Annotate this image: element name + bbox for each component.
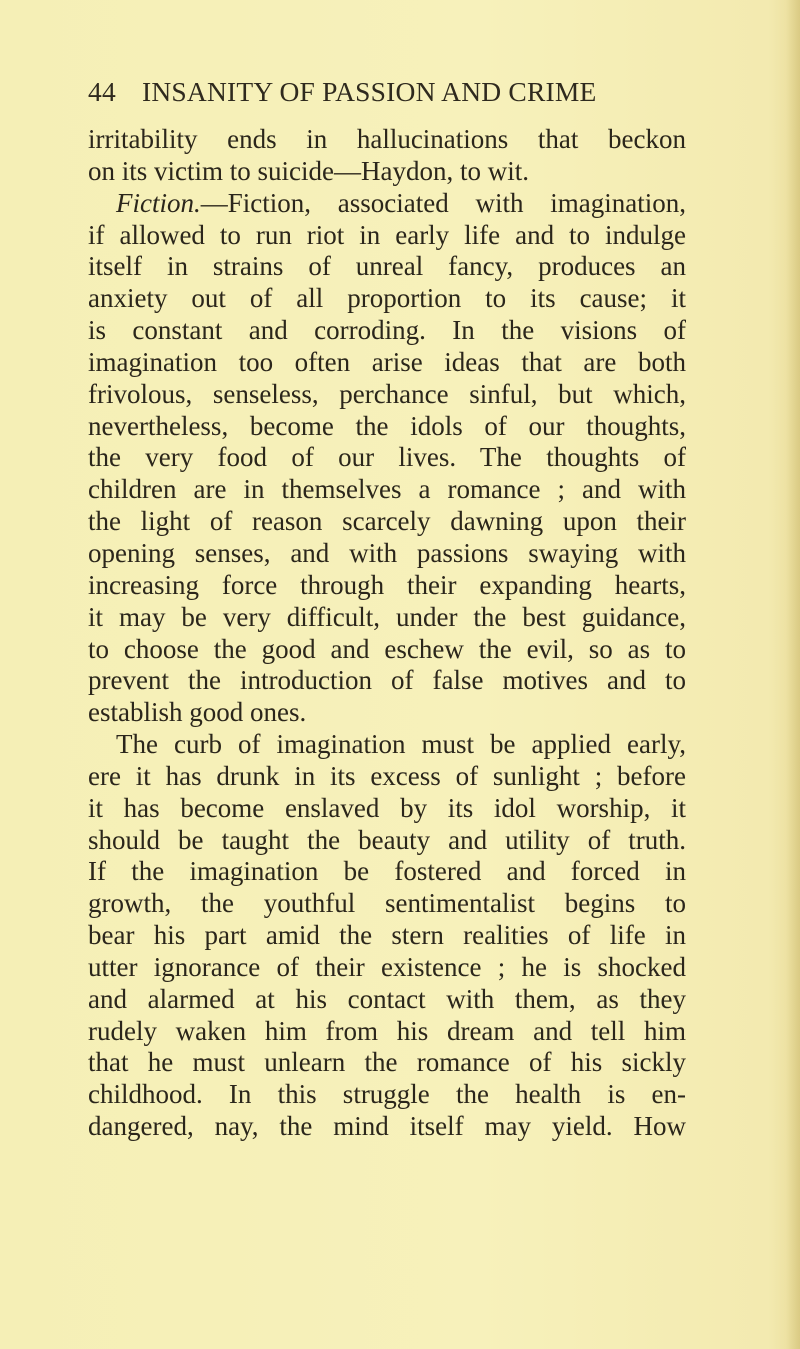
italic-heading: Fiction. bbox=[116, 187, 201, 218]
running-title: INSANITY OF PASSION AND CRIME bbox=[142, 76, 597, 107]
text-line: is constant and corroding. In the visions of bbox=[88, 315, 686, 346]
text-line: utter ignorance of their existence ; he is shocked bbox=[88, 951, 686, 982]
text-line: establish good ones. bbox=[88, 697, 307, 728]
text-line: increasing force through their expanding hearts, bbox=[88, 569, 686, 600]
text-line: rudely waken him from his dream and tell him bbox=[88, 1015, 686, 1046]
text-line: and alarmed at his contact with them, as they bbox=[88, 983, 686, 1014]
text-line: ere it has drunk in its excess of sunlight ; before bbox=[88, 760, 686, 791]
text-line: prevent the introduction of false motives and to bbox=[88, 665, 686, 696]
text-line: irritability ends in hallucinations that beckon bbox=[88, 124, 686, 154]
text-line: If the imagination be fostered and forced in bbox=[88, 856, 686, 887]
text-line: children are in themselves a romance ; and with bbox=[88, 474, 686, 505]
body-text bbox=[88, 124, 686, 1143]
text-line: anxiety out of all proportion to its cause; it bbox=[88, 283, 686, 314]
text-line: dangered, nay, the mind itself may yield. How bbox=[88, 1111, 686, 1142]
text-line: childhood. In this struggle the health is en- bbox=[88, 1079, 686, 1110]
text-line: should be taught the beauty and utility of truth. bbox=[88, 824, 686, 855]
text-line: that he must unlearn the romance of his sickly bbox=[88, 1047, 686, 1078]
text-line: growth, the youthful sentimentalist begins to bbox=[88, 888, 686, 919]
text-line: opening senses, and with passions swaying with bbox=[88, 537, 686, 568]
text-line: The curb of imagination must be applied early, bbox=[116, 729, 686, 760]
page-edge-shadow bbox=[786, 0, 800, 1349]
text-line: imagination too often arise ideas that are both bbox=[88, 346, 686, 377]
text-line-rest: —Fiction, associated with imagination, bbox=[200, 187, 686, 218]
text-line: frivolous, senseless, perchance sinful, but which, bbox=[88, 378, 686, 409]
text-line: the light of reason scarcely dawning upon their bbox=[88, 506, 686, 537]
text-line: if allowed to run riot in early life and to indulge bbox=[88, 219, 686, 250]
running-header bbox=[88, 76, 688, 108]
text-line: to choose the good and eschew the evil, so as to bbox=[88, 633, 686, 664]
text-line: itself in strains of unreal fancy, produces an bbox=[88, 251, 686, 282]
text-line: on its victim to suicide—Haydon, to wit. bbox=[88, 155, 529, 186]
text-line: it has become enslaved by its idol worship, it bbox=[88, 792, 686, 823]
text-line bbox=[88, 188, 686, 220]
text-line: the very food of our lives. The thoughts of bbox=[88, 442, 686, 473]
text-line: bear his part amid the stern realities of life in bbox=[88, 920, 686, 951]
page-number: 44 bbox=[88, 76, 116, 107]
text-line: nevertheless, become the idols of our thoughts, bbox=[88, 410, 686, 441]
text-line: it may be very difficult, under the best guidance, bbox=[88, 601, 686, 632]
